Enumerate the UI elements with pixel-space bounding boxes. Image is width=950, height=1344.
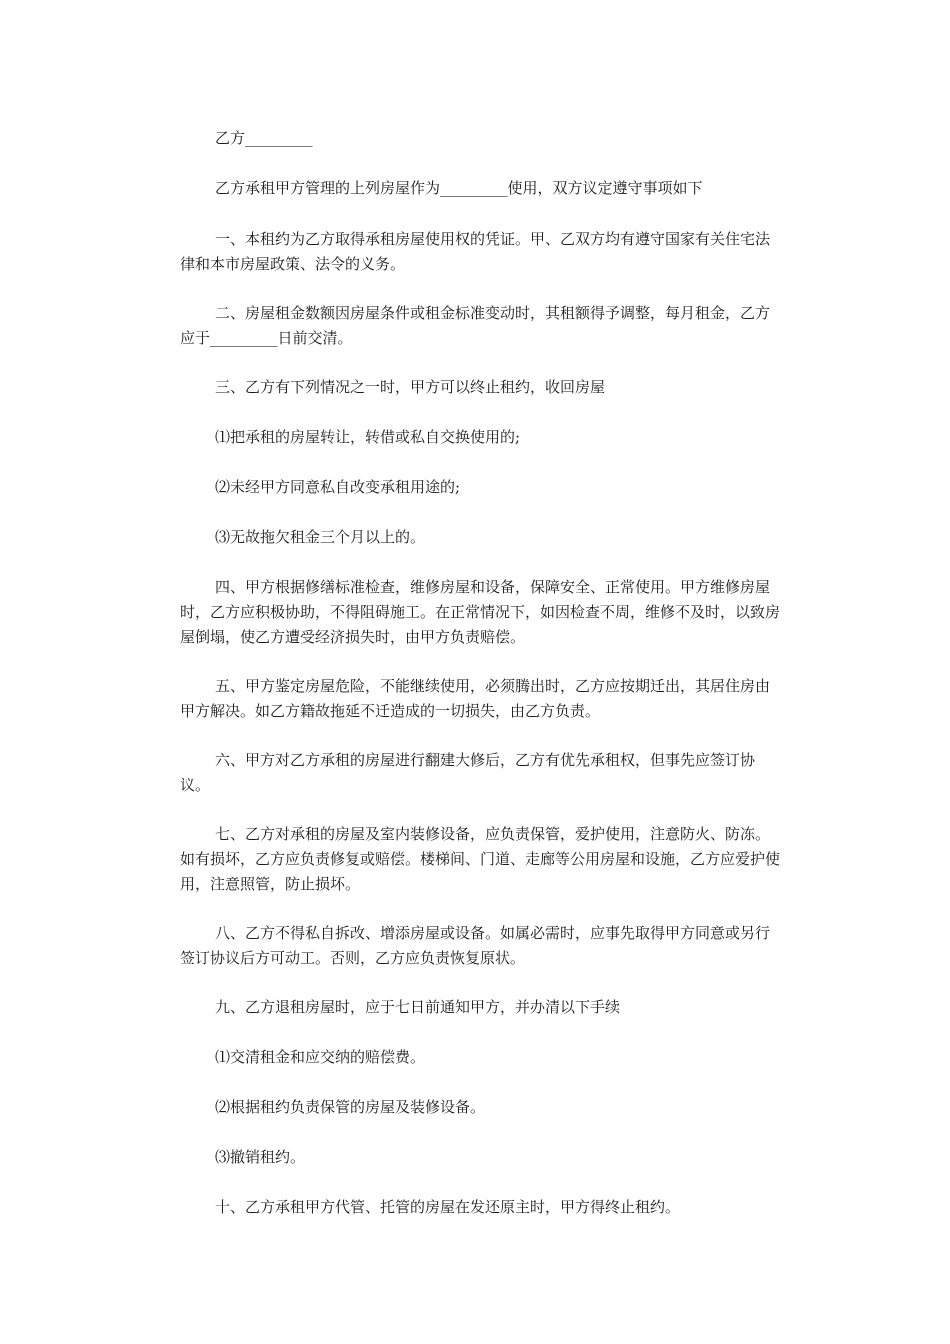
clause-3: 三、乙方有下列情况之一时，甲方可以终止租约，收回房屋 bbox=[215, 378, 606, 396]
clause-3-item-2: ⑵未经甲方同意私自改变承租用途的; bbox=[215, 478, 461, 496]
party-b-line: 乙方_________ bbox=[215, 129, 313, 147]
clause-6: 六、甲方对乙方承租的房屋进行翻建大修后，乙方有优先承租权，但事先应签订协议。 bbox=[180, 751, 756, 794]
clause-9: 九、乙方退租房屋时，应于七日前通知甲方，并办清以下手续 bbox=[215, 998, 621, 1016]
clause-9-item-1: ⑴交清租金和应交纳的赔偿费。 bbox=[215, 1048, 426, 1066]
clause-1: 一、本租约为乙方取得承租房屋使用权的凭证。甲、乙双方均有遵守国家有关住宅法律和本市房屋政策、法令的义务。 bbox=[180, 230, 771, 273]
clause-4: 四、甲方根据修缮标准检查，维修房屋和设备，保障安全、正常使用。甲方维修房屋时，乙方应积极协助，不得阻碍施工。在正常情况下，如因检查不周，维修不及时，以致房屋倒塌，使乙方遭受经济损失时，由甲方负责赔偿。 bbox=[180, 578, 781, 646]
clause-10: 十、乙方承租甲方代管、托管的房屋在发还原主时，甲方得终止租约。 bbox=[215, 1198, 681, 1216]
clause-7: 七、乙方对承租的房屋及室内装修设备，应负责保管，爱护使用，注意防火、防冻。如有损坏，乙方应负责修复或赔偿。楼梯间、门道、走廊等公用房屋和设施，乙方应爱护使用，注意照管，防止损坏。 bbox=[180, 825, 781, 893]
intro-paragraph: 乙方承租甲方管理的上列房屋作为_________使用，双方议定遵守事项如下 bbox=[215, 179, 703, 197]
clause-8: 八、乙方不得私自拆改、增添房屋或设备。如属必需时，应事先取得甲方同意或另行签订协议后方可动工。否则，乙方应负责恢复原状。 bbox=[180, 924, 771, 967]
clause-5: 五、甲方鉴定房屋危险，不能继续使用，必须腾出时，乙方应按期迁出，其居住房由甲方解决。如乙方籍故拖延不迁造成的一切损失，由乙方负责。 bbox=[180, 677, 771, 720]
clause-9-item-2: ⑵根据租约负责保管的房屋及装修设备。 bbox=[215, 1098, 486, 1116]
clause-9-item-3: ⑶撤销租约。 bbox=[215, 1148, 306, 1166]
clause-3-item-1: ⑴把承租的房屋转让，转借或私自交换使用的; bbox=[215, 428, 521, 446]
clause-3-item-3: ⑶无故拖欠租金三个月以上的。 bbox=[215, 528, 426, 546]
clause-2: 二、房屋租金数额因房屋条件或租金标准变动时，其租额得予调整，每月租金，乙方应于_________日前交清。 bbox=[180, 304, 771, 347]
